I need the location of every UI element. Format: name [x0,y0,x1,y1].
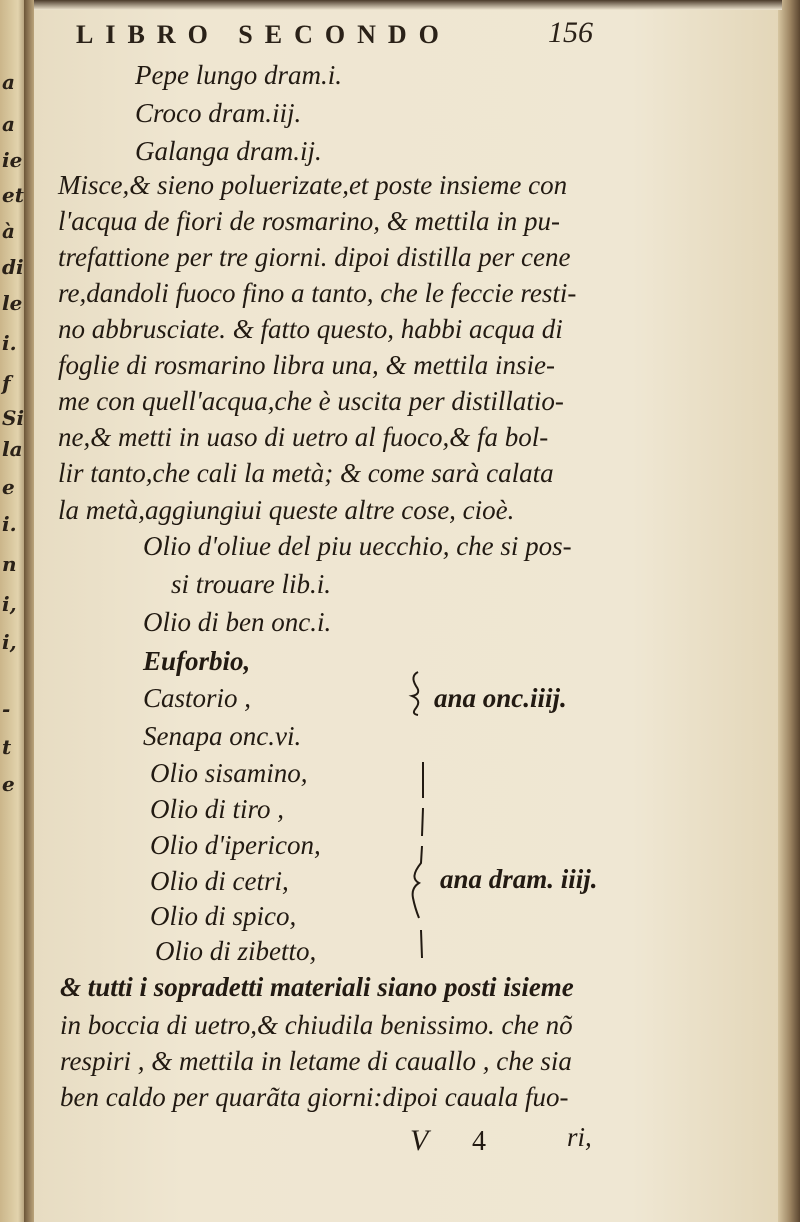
text-line: me con quell'acqua,che è uscita per distillatio- [58,386,564,416]
ingredient-line: Croco dram.iij. [135,98,302,128]
margin-fragment: i, [2,630,17,654]
text-line: no abbrusciate. & fatto questo, habbi acqua di [58,314,563,344]
text-line: re,dandoli fuoco fino a tanto, che le feccie resti- [58,278,577,308]
text-line: l'acqua de fiori de rosmarino, & mettila in pu- [58,206,560,236]
margin-fragment: à [2,219,15,243]
ingredient-line: Castorio , [143,683,252,713]
ingredient-line: Galanga dram.ij. [135,136,322,166]
text-line: ne,& metti in uaso di uetro al fuoco,& fa bol- [58,422,549,452]
margin-fragment: e [2,772,15,796]
margin-fragment: di [2,255,24,279]
margin-fragment: f [2,371,11,395]
margin-fragment: n [2,552,17,576]
dose-text: ana dram. iiij. [440,864,598,894]
page-number: 156 [548,16,593,49]
dose-text: ana onc.iiij. [434,683,567,713]
ingredient-line: Olio di spico, [150,901,297,931]
ingredient-line: Olio d'ipericon, [150,830,321,860]
margin-fragment: et [2,183,24,207]
ingredient-line: Senapa onc.vi. [143,721,302,751]
text-line: lir tanto,che cali la metà; & come sarà calata [58,458,554,488]
text-line: Misce,& sieno poluerizate,et poste insieme con [58,170,568,200]
ingredient-line: Olio di tiro , [150,794,285,824]
margin-fragment: i. [2,512,17,536]
ingredient-line: Olio sisamino, [150,758,308,788]
ingredient-line: si trouare lib.i. [171,569,332,599]
signature-mark: V [410,1124,429,1157]
catchword: ri, [567,1122,592,1152]
margin-fragment: le [2,291,23,315]
ingredient-line: Olio di cetri, [150,866,289,896]
margin-fragment: e [2,475,15,499]
brace-icon [406,670,426,716]
text-line: foglie di rosmarino libra una, & mettila insie- [58,350,555,380]
text-line: respiri , & mettila in letame di cauallo , che sia [60,1046,572,1076]
text-line: ben caldo per quarãta giorni:dipoi cauala fuo- [60,1082,569,1112]
margin-fragment: a [2,112,15,136]
text-line: la metà,aggiungiui queste altre cose, cioè. [58,495,515,525]
margin-fragment: ie [2,148,23,172]
text-line: in boccia di uetro,& chiudila benissimo. che nõ [60,1010,573,1040]
margin-fragment: a [2,70,15,94]
text-line: & tutti i sopradetti materiali siano posti isieme [60,972,574,1002]
margin-fragment: Si [2,406,25,430]
ingredient-line: Olio di ben onc.i. [143,607,332,637]
margin-fragment: - [2,697,11,721]
right-page-edge [778,0,800,1222]
ingredient-line: Olio di zibetto, [155,936,317,966]
margin-fragment: i, [2,592,17,616]
brace-icon [405,758,441,968]
margin-fragment: t [2,735,12,759]
ingredient-line: Euforbio, [143,646,251,676]
top-shadow [34,0,782,10]
ingredient-line: Olio d'oliue del piu uecchio, che si pos- [143,531,572,561]
ingredient-line: Pepe lungo dram.i. [135,60,342,90]
margin-fragment: i. [2,331,17,355]
running-title: LIBRO SECONDO [76,20,451,49]
margin-fragment: la [2,437,23,461]
text-line: trefattione per tre giorni. dipoi distilla per cene [58,242,571,272]
signature-number: 4 [472,1126,486,1157]
